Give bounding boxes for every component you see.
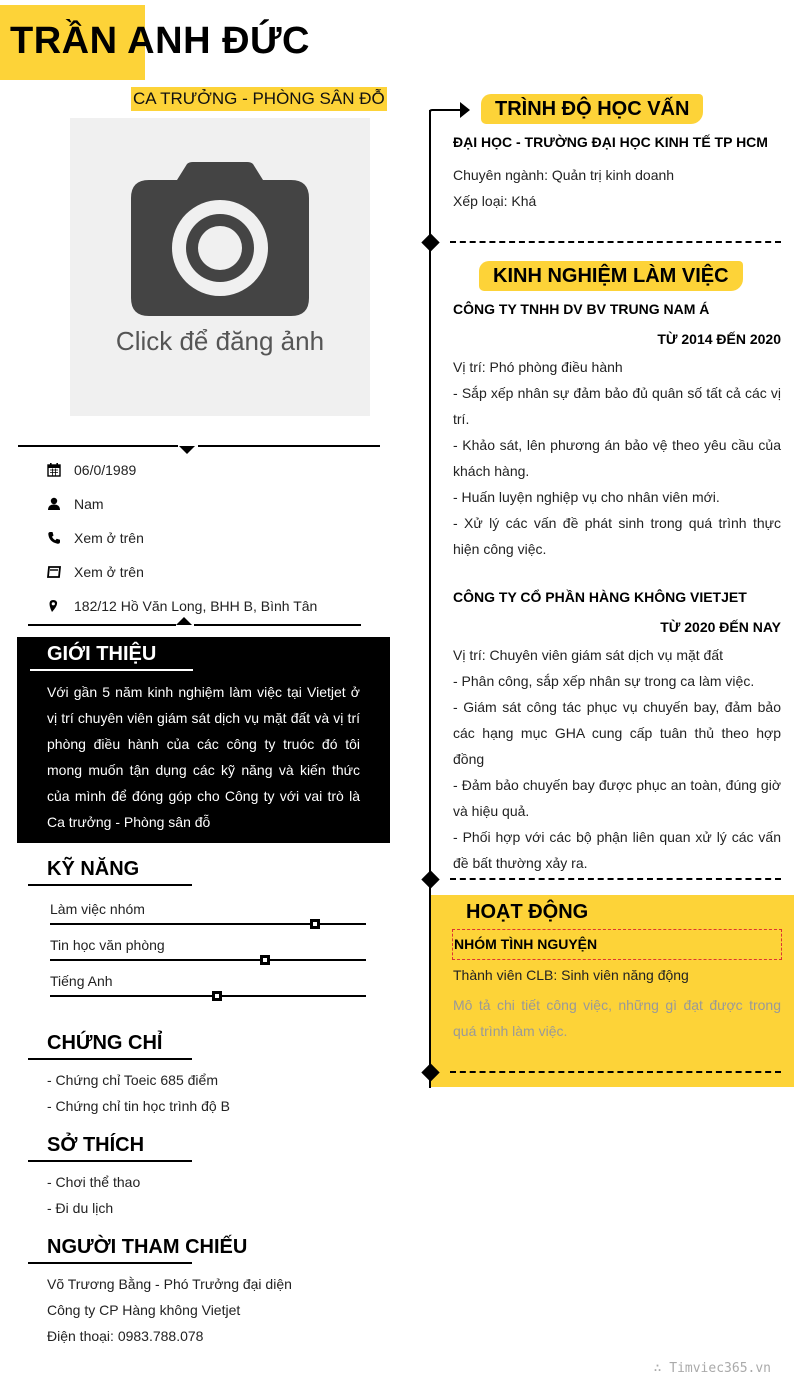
skill-label: Làm việc nhóm [50, 901, 145, 917]
timeline-line [429, 110, 431, 1088]
activity-role: Thành viên CLB: Sinh viên năng động [453, 967, 689, 983]
job-period: TỪ 2020 ĐẾN NAY [660, 619, 781, 635]
section-separator [450, 878, 781, 880]
activity-organization: NHÓM TÌNH NGUYỆN [452, 929, 782, 960]
reference-item: Công ty CP Hàng không Vietjet [47, 1302, 241, 1318]
info-address [47, 596, 317, 616]
section-separator [450, 241, 781, 243]
hobbies-underline [28, 1160, 192, 1162]
intro-underline [30, 669, 193, 671]
activities-section [430, 895, 794, 1087]
intro-title: GIỚI THIỆU [47, 643, 157, 665]
calendar-icon [47, 463, 61, 477]
user-icon [47, 497, 61, 511]
job-company: CÔNG TY TNHH DV BV TRUNG NAM Á [453, 301, 710, 317]
address-value: 182/12 Hồ Văn Long, BHH B, Bình Tân [74, 598, 318, 614]
camera-icon [131, 162, 309, 316]
photo-upload[interactable] [70, 118, 370, 416]
job-details: Vị trí: Phó phòng điều hành - Sắp xếp nhân sự đảm bảo đủ quân số tất cả các vị trí. - Khảo sát, lên phương án bảo vệ theo yêu cầu của khách hàng. - Huấn luyện nghiệp vụ cho nhân viên mới. - Xử lý các vấn đề phát sinh trong quá trình thực hiện công việc. [453, 359, 781, 557]
info-email [47, 562, 144, 582]
phone-icon [47, 531, 61, 545]
intro-text: Với gần 5 năm kinh nghiệm làm việc tại Vietjet ở vị trí chuyên viên giám sát dịch vụ mặt đất và vị trí phòng điều hành của các công ty truóc đó tôi mong muốn tận dụng các kỹ năng và kiến thức của mình để đóng góp cho Công ty với vai trò là Ca trưởng - Phòng sân đỗ [47, 684, 360, 830]
activity-description: Mô tả chi tiết công việc, những gì đạt được trong quá trình làm việc. [453, 997, 781, 1039]
hobby-item: - Đi du lịch [47, 1200, 114, 1216]
skill-level-marker [260, 955, 270, 965]
job-company: CÔNG TY CỔ PHẦN HÀNG KHÔNG VIETJET [453, 589, 747, 605]
birthday-value: 06/0/1989 [74, 462, 137, 478]
email-value: Xem ở trên [74, 564, 144, 580]
photo-upload-label: Click để đăng ảnh [115, 326, 325, 356]
certificates-title: CHỨNG CHỈ [47, 1032, 163, 1054]
info-gender [47, 494, 104, 514]
activities-title: HOẠT ĐỘNG [466, 901, 589, 923]
skills-underline [28, 884, 192, 886]
skill-bar [50, 959, 366, 961]
skill-bar [50, 923, 366, 925]
map-marker-icon [47, 599, 61, 613]
timeline-node [421, 870, 439, 888]
divider [18, 445, 178, 447]
skill-level-marker [310, 919, 320, 929]
email-icon [47, 565, 61, 579]
skill-bar [50, 995, 366, 997]
job-period: TỪ 2014 ĐẾN 2020 [657, 331, 781, 347]
job-details: Vị trí: Chuyên viên giám sát dịch vụ mặt đất - Phân công, sắp xếp nhân sự trong ca làm việc. - Giám sát công tác phục vụ chuyến bay, đảm bảo các hạng mục GHA cung cấp tuân thủ theo hợp đồng - Đảm bảo chuyến bay được phục an toàn, đúng giờ và hiệu quả. - Phối hợp với các bộ phận liên quan xử lý các vấn đề bất thường xảy ra. [453, 647, 781, 871]
certificates-underline [28, 1058, 192, 1060]
divider-arrow [179, 446, 195, 454]
skills-title: KỸ NĂNG [47, 858, 140, 880]
section-separator [450, 1071, 781, 1073]
education-grade: Xếp loại: Khá [453, 193, 537, 209]
skill-label: Tin học văn phòng [50, 937, 165, 953]
hobby-item: - Chơi thể thao [47, 1174, 141, 1190]
desired-position: CA TRƯỞNG - PHÒNG SÂN ĐỖ [131, 87, 387, 111]
info-birthday [47, 460, 136, 480]
candidate-name: TRẦN ANH ĐỨC [10, 20, 310, 62]
education-school: ĐẠI HỌC - TRƯỜNG ĐẠI HỌC KINH TẾ TP HCM [453, 134, 768, 150]
gender-value: Nam [74, 496, 104, 512]
timeline-arrow-icon [428, 98, 474, 122]
divider [198, 445, 380, 447]
certificate-item: - Chứng chỉ Toeic 685 điểm [47, 1072, 218, 1088]
divider-arrow [176, 617, 192, 625]
divider [194, 624, 361, 626]
reference-item: Võ Trương Bằng - Phó Trưởng đại diện [47, 1276, 292, 1292]
references-underline [28, 1262, 192, 1264]
phone-value: Xem ở trên [74, 530, 144, 546]
references-title: NGƯỜI THAM CHIẾU [47, 1236, 248, 1258]
skill-label: Tiếng Anh [50, 973, 113, 989]
skill-level-marker [212, 991, 222, 1001]
hobbies-title: SỞ THÍCH [47, 1134, 145, 1156]
education-major: Chuyên ngành: Quản trị kinh doanh [453, 167, 675, 183]
experience-title: KINH NGHIỆM LÀM VIỆC [479, 261, 743, 291]
divider [28, 624, 176, 626]
watermark-text: Timviec365.vn [669, 1361, 771, 1376]
reference-item: Điện thoại: 0983.788.078 [47, 1328, 204, 1344]
watermark [654, 1361, 771, 1376]
certificate-item: - Chứng chỉ tin học trình độ B [47, 1098, 230, 1114]
timeline-node [421, 233, 439, 251]
watermark-icon: ∴ [653, 1361, 670, 1376]
education-title: TRÌNH ĐỘ HỌC VẤN [481, 94, 703, 124]
info-phone [47, 528, 144, 548]
intro-section [17, 637, 390, 843]
